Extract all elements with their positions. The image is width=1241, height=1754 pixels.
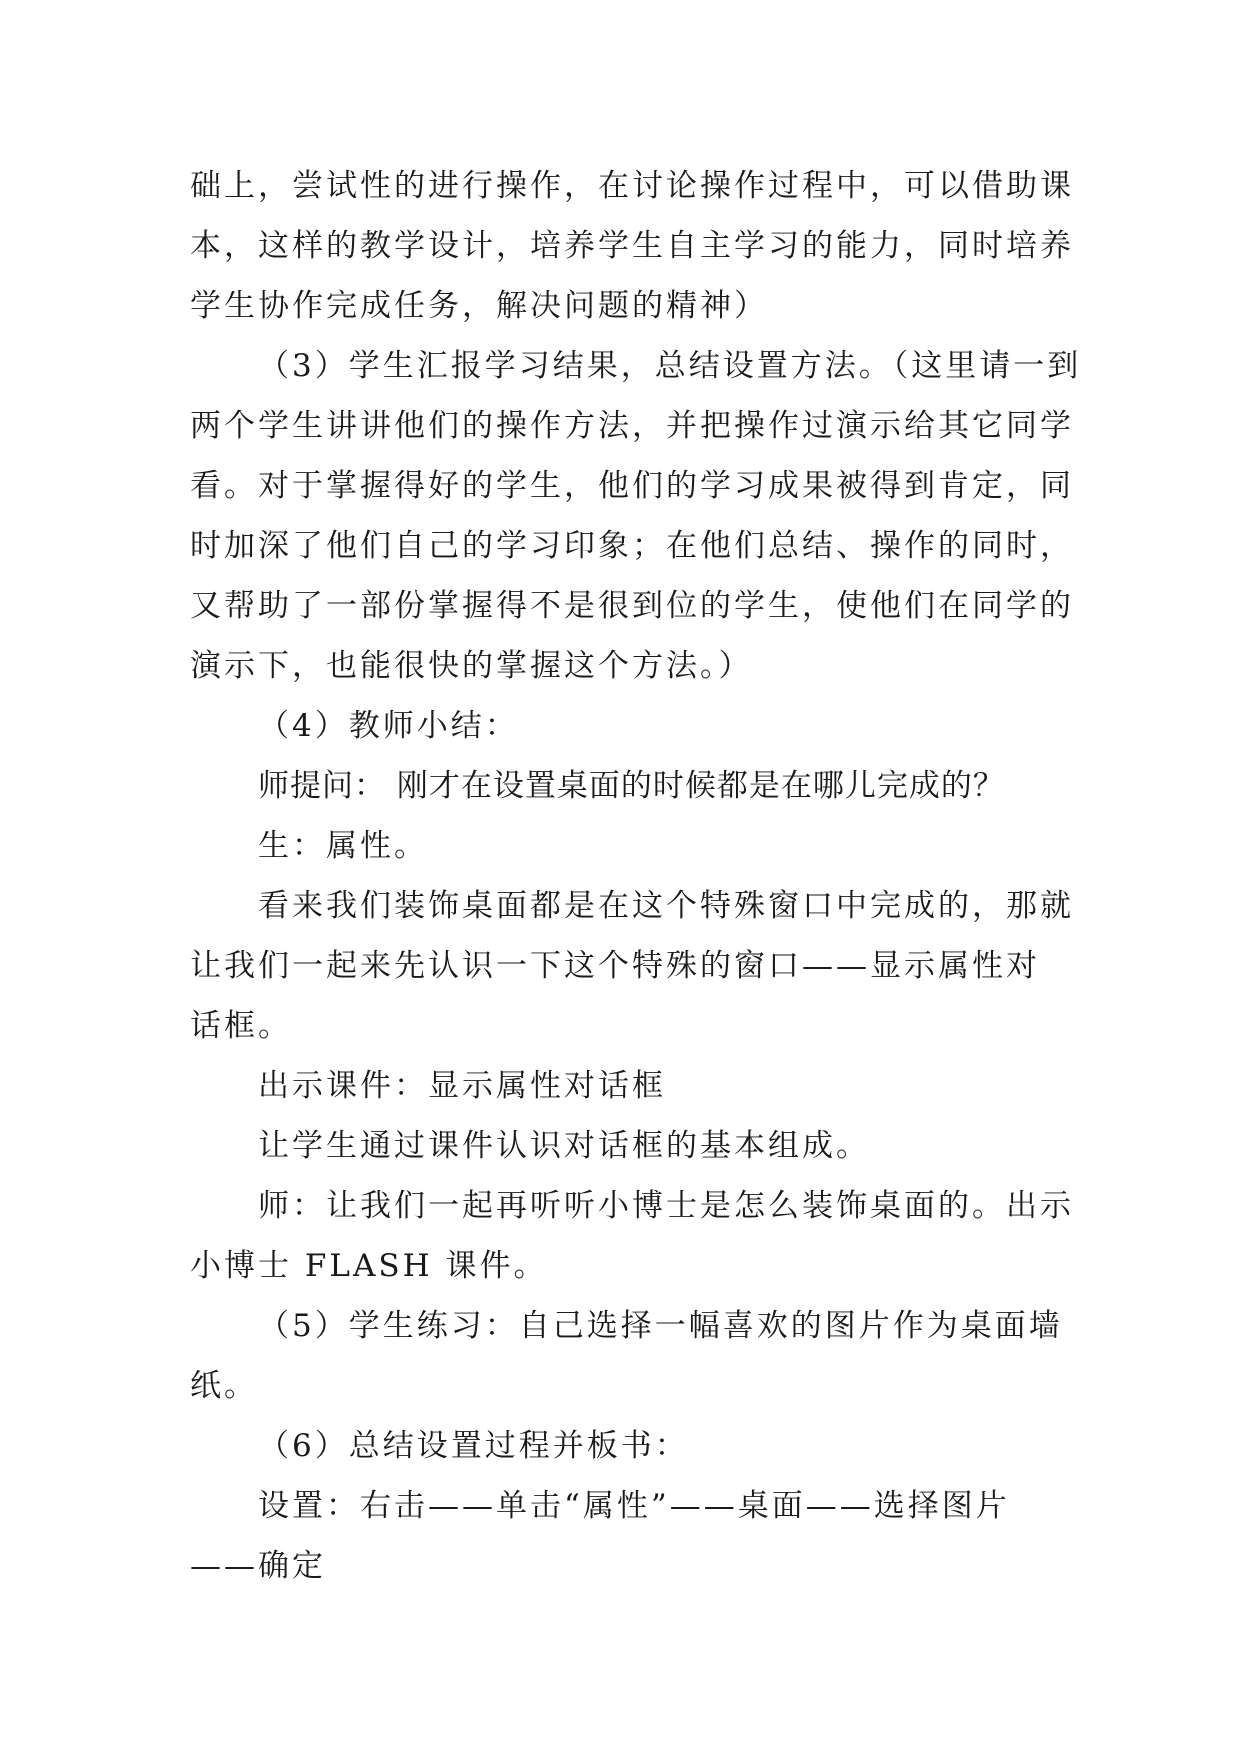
text-line: 纸。: [190, 1368, 258, 1404]
text-line: 演示下，也能很快的掌握这个方法。）: [190, 648, 753, 684]
text-line: 看来我们装饰桌面都是在这个特殊窗口中完成的，那就: [258, 888, 1074, 924]
text-line: （5）学生练习：自己选择一幅喜欢的图片作为桌面墙: [258, 1308, 1063, 1344]
text-line: 设置：右击——单击“属性”——桌面——选择图片: [258, 1488, 1010, 1524]
text-line: 看。对于掌握得好的学生，他们的学习成果被得到肯定，同: [190, 468, 1074, 504]
text-line: （3）学生汇报学习结果，总结设置方法。（这里请一到: [258, 348, 1082, 384]
text-line: ——确定: [190, 1548, 326, 1584]
text-line: 师提问： 刚才在设置桌面的时候都是在哪儿完成的？: [258, 768, 1005, 804]
text-line: 础上，尝试性的进行操作，在讨论操作过程中，可以借助课: [190, 168, 1074, 204]
text-line: 让学生通过课件认识对话框的基本组成。: [258, 1128, 870, 1164]
text-line: 生：属性。: [258, 828, 428, 864]
text-line: （6）总结设置过程并板书：: [258, 1428, 689, 1464]
text-line: 师：让我们一起再听听小博士是怎么装饰桌面的。出示: [258, 1188, 1074, 1224]
text-line: 本，这样的教学设计，培养学生自主学习的能力，同时培养: [190, 228, 1074, 264]
text-line: （4）教师小结：: [258, 708, 519, 744]
text-line: 时加深了他们自己的学习印象；在他们总结、操作的同时，: [190, 528, 1074, 564]
text-line: 学生协作完成任务，解决问题的精神）: [190, 288, 768, 324]
text-line: 两个学生讲讲他们的操作方法，并把操作过演示给其它同学: [190, 408, 1074, 444]
text-line: 让我们一起来先认识一下这个特殊的窗口——显示属性对: [190, 948, 1040, 984]
text-line: 小博士 FLASH 课件。: [190, 1248, 548, 1284]
text-line: 话框。: [190, 1008, 292, 1044]
text-line: 又帮助了一部份掌握得不是很到位的学生，使他们在同学的: [190, 588, 1074, 624]
text-line: 出示课件：显示属性对话框: [258, 1068, 666, 1104]
